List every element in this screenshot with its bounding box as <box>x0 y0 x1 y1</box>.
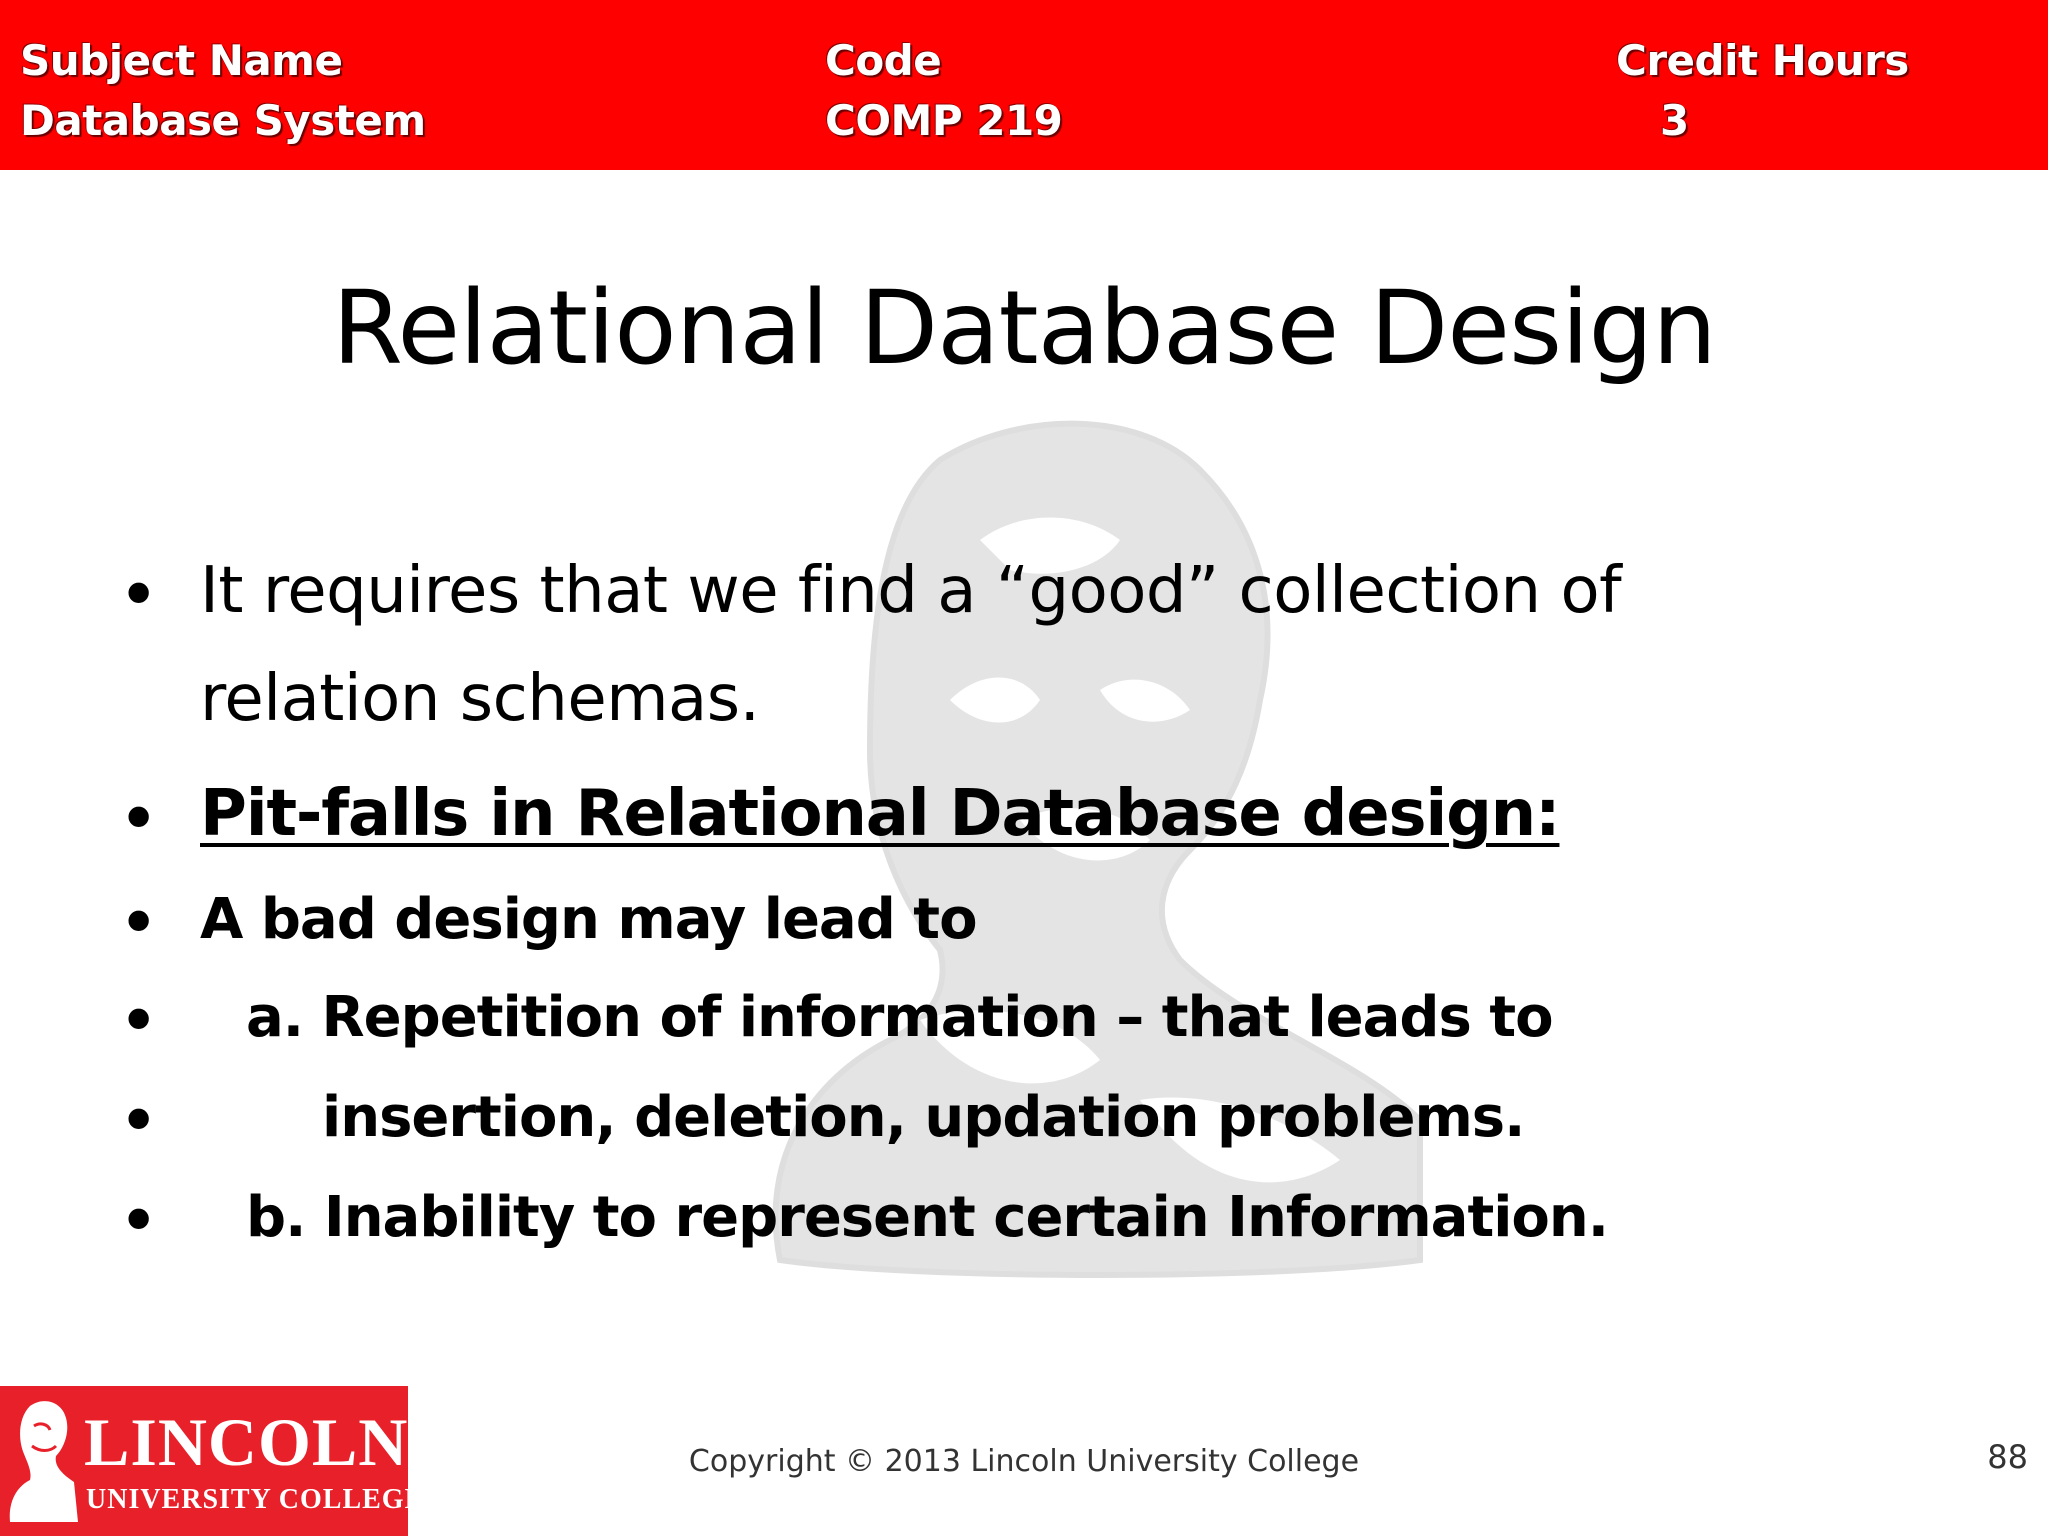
bullet-marker: • <box>118 882 160 964</box>
bullet-5-text: insertion, deletion, updation problems. <box>322 1085 1525 1150</box>
code-value: COMP 219 <box>825 96 1063 145</box>
bullet-4-text: a. Repetition of information – that leads to <box>246 985 1553 1050</box>
bullet-2-heading: Pit-falls in Relational Database design: <box>200 777 1560 851</box>
page-number: 88 <box>1987 1438 2028 1476</box>
bullet-6-text: b. Inability to represent certain Information. <box>246 1185 1609 1250</box>
logo-main-text: LINCOLN <box>84 1404 409 1480</box>
slide-title: Relational Database Design <box>332 269 1716 388</box>
bullet-3-text: A bad design may lead to <box>200 887 977 952</box>
copyright-text: Copyright © 2013 Lincoln University College <box>688 1444 1360 1479</box>
bullet-marker: • <box>118 1180 160 1262</box>
credit-hours-label: Credit Hours <box>1616 36 1909 85</box>
bullet-marker: • <box>118 1080 160 1162</box>
subject-name-value: Database System <box>20 96 426 145</box>
bullet-1-line-1: It requires that we find a “good” collection of <box>200 554 1622 628</box>
credit-hours-value: 3 <box>1660 96 1689 145</box>
bullet-marker: • <box>118 778 160 860</box>
code-label: Code <box>825 36 942 85</box>
bullet-marker: • <box>118 980 160 1062</box>
bullet-1-line-2: relation schemas. <box>200 662 760 736</box>
bullet-marker: • <box>118 554 160 636</box>
subject-name-label: Subject Name <box>20 36 343 85</box>
logo-sub-text: UNIVERSITY COLLEGE <box>86 1484 425 1515</box>
